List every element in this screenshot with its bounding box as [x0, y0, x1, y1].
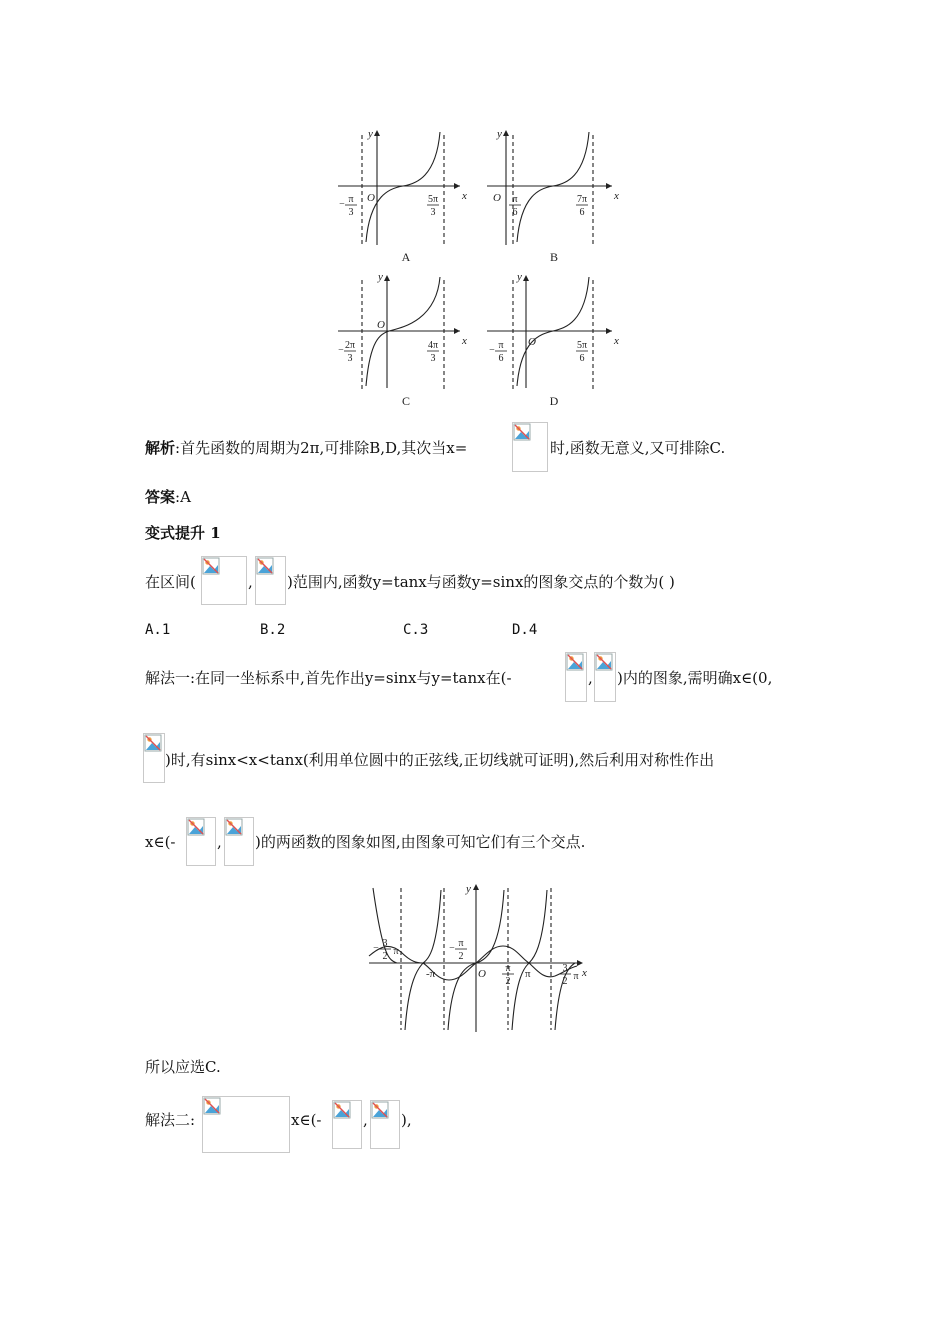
panel-c-caption: C	[401, 394, 411, 408]
broken-image-icon	[513, 423, 531, 441]
broken-image-formula	[332, 1100, 362, 1149]
panel-c-origin: O	[377, 319, 385, 331]
broken-image-icon	[333, 1101, 351, 1119]
svg-text:2: 2	[505, 976, 511, 987]
broken-image-formula	[224, 817, 254, 866]
svg-text:π: π	[393, 946, 399, 957]
broken-image-icon	[595, 653, 613, 671]
svg-text:4π: 4π	[427, 340, 439, 351]
panel-a-right-tick	[427, 194, 439, 218]
svg-text:π: π	[512, 194, 518, 205]
panel-d-left-tick	[489, 340, 507, 364]
panel-d-x-label: x	[614, 335, 619, 347]
broken-image-icon	[202, 557, 220, 575]
svg-text:6: 6	[579, 207, 585, 218]
method1-line2: )时,有sinx<x<tanx(利用单位圆中的正弦线,正切线就可证明),然后利用对称性作出	[165, 751, 715, 769]
svg-text:6: 6	[579, 353, 585, 364]
conclusion: 所以应选C.	[145, 1058, 221, 1076]
broken-image-icon	[566, 653, 584, 671]
svg-text:−: −	[489, 345, 495, 356]
analysis-label: 解析	[145, 439, 176, 457]
method1-line1-c: )内的图象,需明确x∈(0,	[617, 669, 773, 687]
svg-text:3: 3	[347, 353, 353, 364]
svg-text:3: 3	[430, 353, 436, 364]
svg-text:6: 6	[512, 207, 518, 218]
svg-text:5π: 5π	[427, 194, 439, 205]
method1-line3-c: )的两函数的图象如图,由图象可知它们有三个交点.	[255, 833, 586, 851]
sin-tan-intersection-figure	[365, 880, 595, 1035]
svg-text:π: π	[498, 340, 504, 351]
answer-line	[145, 487, 191, 507]
method1-line3-a: x∈(-	[145, 833, 176, 851]
method1-line3-b: ,	[217, 833, 222, 851]
fig2-neg-half-pi	[449, 938, 467, 962]
svg-text:3: 3	[562, 963, 568, 974]
panel-d-origin: O	[528, 336, 536, 348]
svg-text:−: −	[339, 199, 345, 210]
fig2-y-label: y	[466, 883, 471, 895]
fig2-x-label: x	[582, 967, 587, 979]
analysis-line	[145, 438, 467, 458]
broken-image-formula	[143, 733, 165, 783]
panel-b-y-label: y	[497, 128, 502, 140]
broken-image-icon	[371, 1101, 389, 1119]
broken-image-formula	[201, 556, 247, 605]
svg-text:2: 2	[562, 976, 568, 987]
panel-b-left-tick	[509, 194, 521, 218]
method2-suffix: ),	[401, 1111, 412, 1129]
option-a: A.1	[145, 622, 171, 638]
svg-text:π: π	[458, 938, 464, 949]
svg-text:7π: 7π	[576, 194, 588, 205]
option-c: C.3	[403, 622, 429, 638]
answer-label: 答案	[145, 488, 176, 506]
panel-c-y-label: y	[378, 271, 383, 283]
panel-a-left-tick	[339, 194, 357, 218]
method2-comma: ,	[363, 1111, 368, 1129]
panel-c-x-label: x	[462, 335, 467, 347]
question-suffix: )范围内,函数y=tanx与函数y=sinx的图象交点的个数为( )	[287, 573, 675, 591]
method2-mid: x∈(-	[291, 1111, 322, 1129]
svg-text:−: −	[373, 943, 379, 954]
broken-image-icon	[225, 818, 243, 836]
svg-text:−: −	[338, 345, 344, 356]
broken-image-icon	[187, 818, 205, 836]
svg-text:π: π	[348, 194, 354, 205]
panel-a-y-label: y	[368, 128, 373, 140]
fig2-origin: O	[478, 968, 486, 980]
method2-prefix: 解法二:	[145, 1111, 196, 1129]
method1-line1-a: 解法一:在同一坐标系中,首先作出y=sinx与y=tanx在(-	[145, 669, 512, 687]
svg-text:π: π	[573, 971, 579, 982]
panel-b-x-label: x	[614, 190, 619, 202]
broken-image-icon	[144, 734, 162, 752]
svg-text:5π: 5π	[576, 340, 588, 351]
panel-b-caption: B	[549, 250, 559, 264]
answer-text: :A	[175, 488, 191, 506]
svg-text:2: 2	[382, 951, 388, 962]
svg-text:3: 3	[382, 938, 388, 949]
broken-image-formula	[202, 1096, 290, 1153]
question-prefix: 在区间(	[145, 573, 196, 591]
broken-image-formula	[186, 817, 216, 866]
panel-d-right-tick	[576, 340, 588, 364]
option-b: B.2	[260, 622, 286, 638]
svg-text:2π: 2π	[344, 340, 356, 351]
variant-title: 变式提升 1	[145, 524, 221, 542]
panel-a-x-label: x	[462, 190, 467, 202]
panel-b-origin: O	[493, 192, 501, 204]
broken-image-formula	[255, 556, 286, 605]
panel-a-origin: O	[367, 192, 375, 204]
analysis-text-after: 时,函数无意义,又可排除C.	[550, 439, 726, 457]
svg-text:2: 2	[458, 951, 464, 962]
tangent-graphs-figure	[330, 120, 630, 415]
svg-text:3: 3	[348, 207, 354, 218]
svg-text:−: −	[449, 943, 455, 954]
panel-b-right-tick	[576, 194, 588, 218]
broken-image-formula	[512, 422, 548, 472]
panel-c-right-tick	[427, 340, 439, 364]
panel-d-y-label: y	[517, 271, 522, 283]
method1-line1-b: ,	[588, 669, 593, 687]
svg-text:3: 3	[430, 207, 436, 218]
fig2-pi: π	[525, 968, 531, 980]
panel-a-caption: A	[401, 250, 411, 264]
broken-image-icon	[203, 1097, 221, 1115]
broken-image-formula	[565, 652, 587, 702]
broken-image-formula	[594, 652, 616, 702]
option-d: D.4	[512, 622, 538, 638]
broken-image-formula	[370, 1100, 400, 1149]
broken-image-icon	[256, 557, 274, 575]
fig2-neg-pi: -π	[426, 968, 436, 980]
panel-c-left-tick	[338, 340, 356, 364]
question-comma: ,	[248, 573, 253, 591]
svg-text:6: 6	[498, 353, 504, 364]
analysis-text-before: :首先函数的周期为2π,可排除B,D,其次当x=	[175, 439, 468, 457]
svg-text:π: π	[505, 963, 511, 974]
panel-d-caption: D	[549, 394, 559, 408]
